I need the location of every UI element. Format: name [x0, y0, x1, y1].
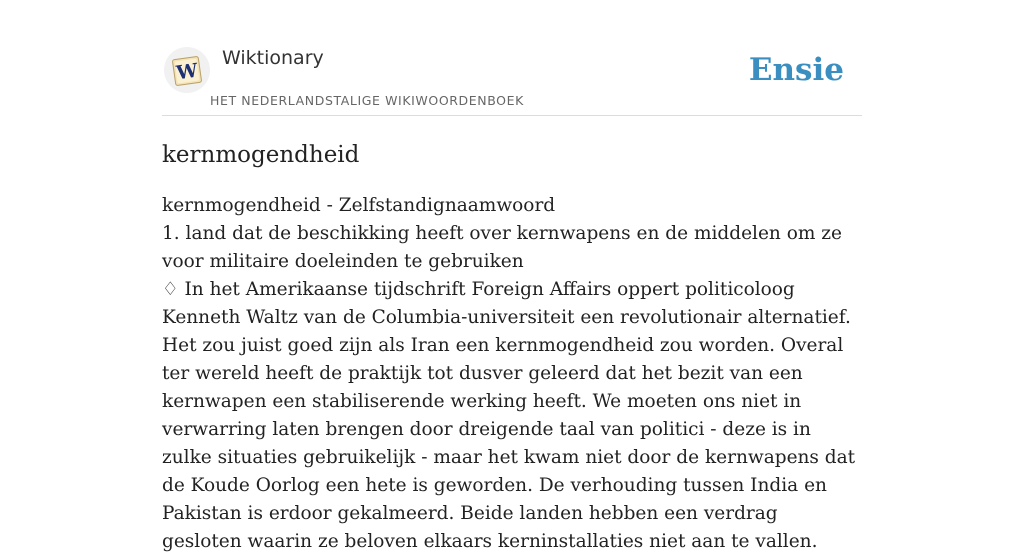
logo-letter: W	[175, 59, 200, 85]
site-name[interactable]: Wiktionary	[222, 47, 324, 69]
wiktionary-logo-icon[interactable]	[164, 47, 210, 93]
entry-example: ♢ In het Amerikaanse tijdschrift Foreign Affairs oppert politicoloog Kenneth Waltz van de Columbia-universiteit een revolutionair alternatief. Het zou juist goed zijn als Iran een kernmogendheid zou worden. Overal ter wereld heeft de praktijk tot dusver geleerd dat het bezit van een kernwapen een stabiliserende werking heeft. We moeten ons niet in verwarring laten brengen door dreigende taal van politici - deze is in zulke situaties gebruikelijk - maar het kwam niet door de kernwapens dat de Koude Oorlog een hete is geworden. De verhouding tussen India en Pakistan is erdoor gekalmeerd. Beide landen hebben een verdrag gesloten waarin ze beloven elkaars kerninstallaties niet aan te vallen.	[162, 279, 856, 552]
site-tagline: HET NEDERLANDSTALIGE WIKIWOORDENBOEK	[210, 93, 524, 108]
entry-card	[162, 0, 862, 552]
site-header	[162, 0, 862, 116]
entry-heading: kernmogendheid - Zelfstandignaamwoord	[162, 195, 556, 216]
entry-definition: 1. land dat de beschikking heeft over kernwapens en de middelen om ze voor militaire doeleinden te gebruiken	[162, 223, 842, 272]
logo-tile	[168, 51, 206, 89]
entry-content	[162, 192, 862, 556]
ensie-brand-logo[interactable]: Ensie	[748, 52, 844, 88]
page-title: kernmogendheid	[162, 142, 360, 168]
